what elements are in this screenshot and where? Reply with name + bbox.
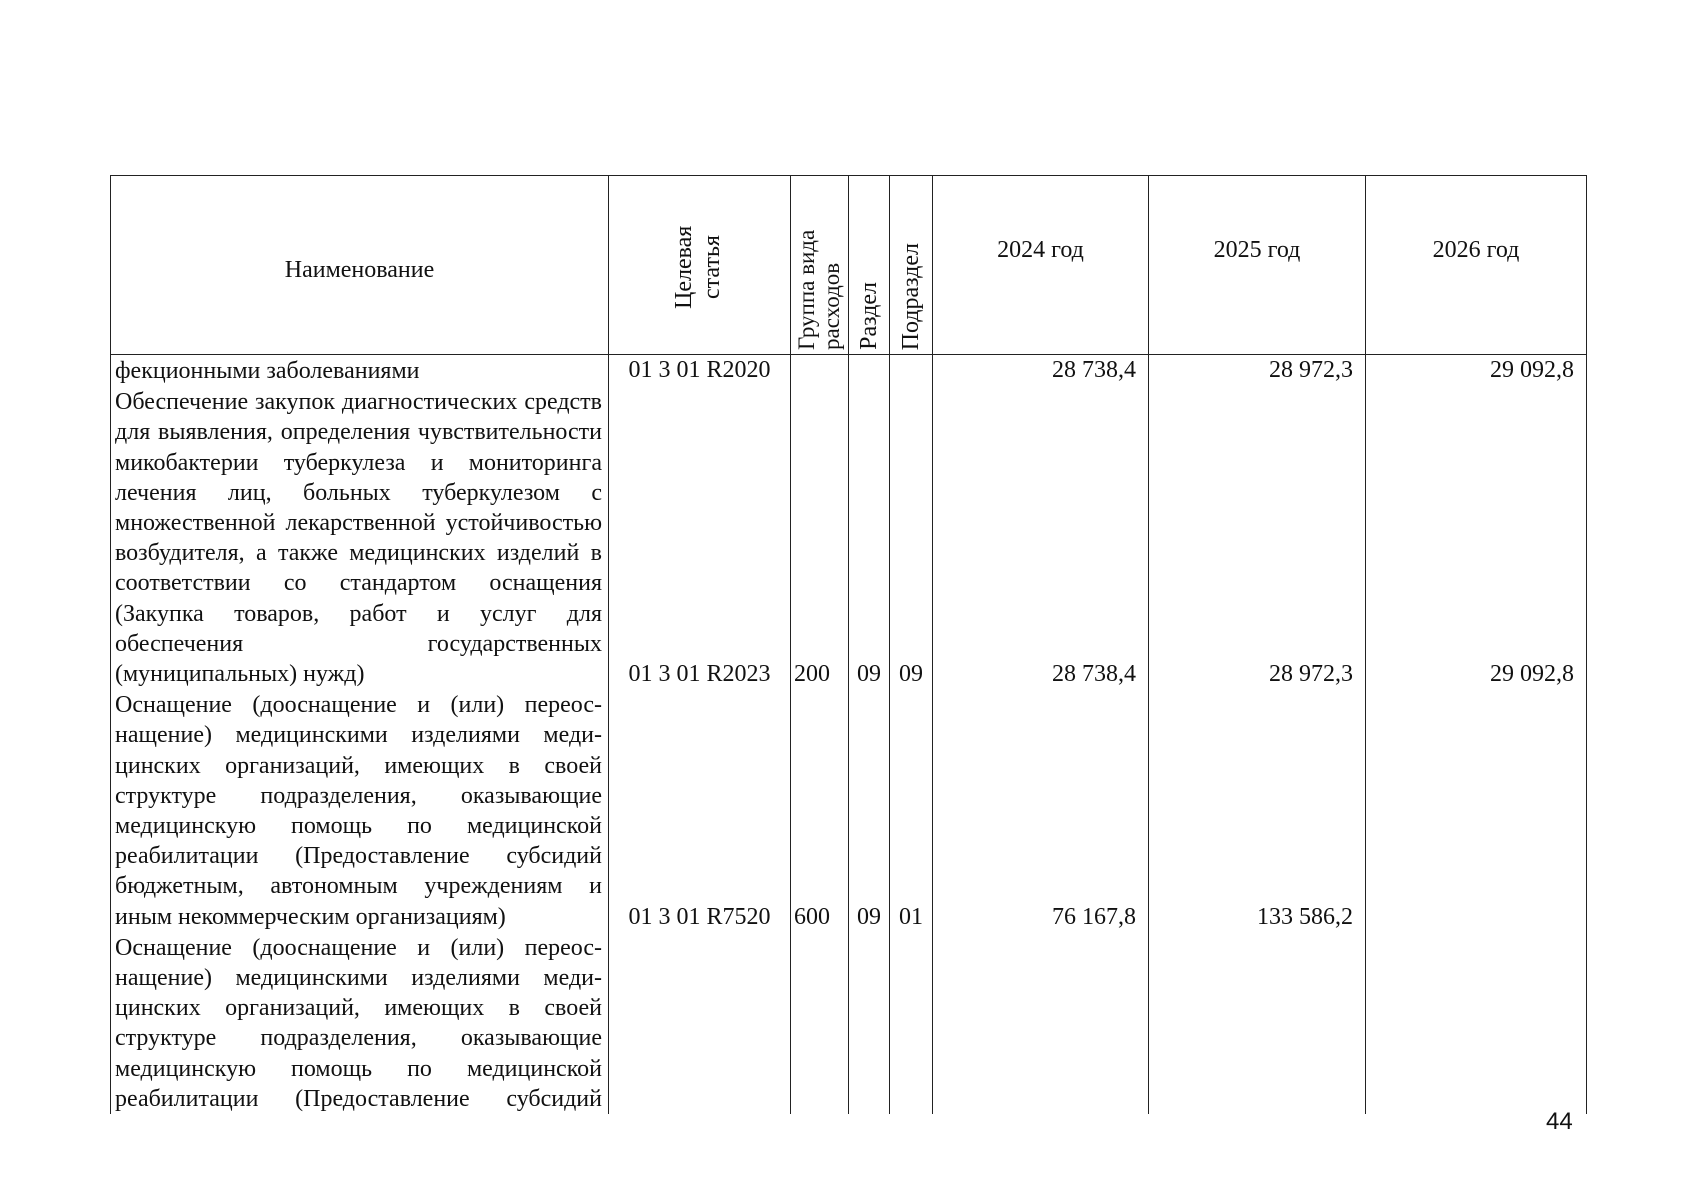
row-expense-group: 200 [791, 386, 849, 689]
row-subsection: 09 [890, 386, 933, 689]
row-expense-group [791, 932, 849, 1114]
header-name-label: Наименование [284, 256, 435, 283]
row-name: Обеспечение закупок диагностических средств для выявления, определения чувствительности микобактерии туберкулеза и мониторинга лечения лиц, больных туберкулезом с множественной лекарственной устойчивостью возбудителя, а также медицинских изделий в соответствии со стандартом оснащения (Закупка товаров, работ и услуг для обеспечения государственных (муниципальных) нужд) [111, 386, 609, 689]
header-2024-label: 2024 год [997, 236, 1084, 263]
header-expense-group-label: Группа вида расходов [793, 229, 844, 350]
row-name: фекционными заболеваниями [111, 355, 609, 387]
row-expense-group: 600 [791, 689, 849, 932]
page-number: 44 [1546, 1108, 1573, 1135]
row-2026 [1366, 689, 1587, 932]
row-2024 [933, 932, 1149, 1114]
row-target-article: 01 3 01 R2020 [609, 355, 791, 387]
row-subsection [890, 355, 933, 387]
table-row [111, 932, 1587, 1114]
row-name: Оснащение (дооснащение и (или) переоснащение) медицинскими изделиями медицинских организаций, имеющих в своей структуре подразделения, оказывающие медицинскую помощь по медицинской реабилитации (Предоставление субсидий [111, 932, 609, 1114]
header-subsection-label: Подраздел [898, 242, 924, 350]
row-2026: 29 092,8 [1366, 355, 1587, 387]
row-2025: 28 972,3 [1149, 386, 1366, 689]
row-target-article [609, 932, 791, 1114]
header-section [849, 176, 890, 355]
header-name [111, 176, 609, 355]
row-2024: 28 738,4 [933, 386, 1149, 689]
header-section-label: Раздел [856, 282, 882, 350]
row-section [849, 355, 890, 387]
header-target-article-label: Целевая статья [670, 224, 725, 309]
row-section [849, 932, 890, 1114]
table-row [111, 355, 1587, 387]
row-2025: 133 586,2 [1149, 689, 1366, 932]
row-2024: 76 167,8 [933, 689, 1149, 932]
header-2025 [1149, 176, 1366, 355]
row-subsection [890, 932, 933, 1114]
header-2025-label: 2025 год [1213, 236, 1301, 263]
budget-table [110, 175, 1587, 1114]
row-name: Оснащение (дооснащение и (или) переоснащение) медицинскими изделиями медицинских организаций, имеющих в своей структуре подразделения, оказывающие медицинскую помощь по медицинской реабилитации (Предоставление субсидий бюджетным, автономным учреждениям и иным некоммерческим организациям) [111, 689, 609, 932]
row-2026 [1366, 932, 1587, 1114]
row-target-article: 01 3 01 R2023 [609, 386, 791, 689]
row-2024: 28 738,4 [933, 355, 1149, 387]
row-subsection: 01 [890, 689, 933, 932]
header-2026 [1366, 176, 1587, 355]
header-target-article [609, 176, 791, 355]
table-row [111, 689, 1587, 932]
row-2025 [1149, 932, 1366, 1114]
row-2026: 29 092,8 [1366, 386, 1587, 689]
header-2026-label: 2026 год [1432, 236, 1520, 263]
row-expense-group [791, 355, 849, 387]
table-header-row [111, 176, 1587, 355]
row-section: 09 [849, 386, 890, 689]
table-row [111, 386, 1587, 689]
row-target-article: 01 3 01 R7520 [609, 689, 791, 932]
header-subsection [890, 176, 933, 355]
header-2024 [933, 176, 1149, 355]
row-section: 09 [849, 689, 890, 932]
header-expense-group [791, 176, 849, 355]
row-2025: 28 972,3 [1149, 355, 1366, 387]
